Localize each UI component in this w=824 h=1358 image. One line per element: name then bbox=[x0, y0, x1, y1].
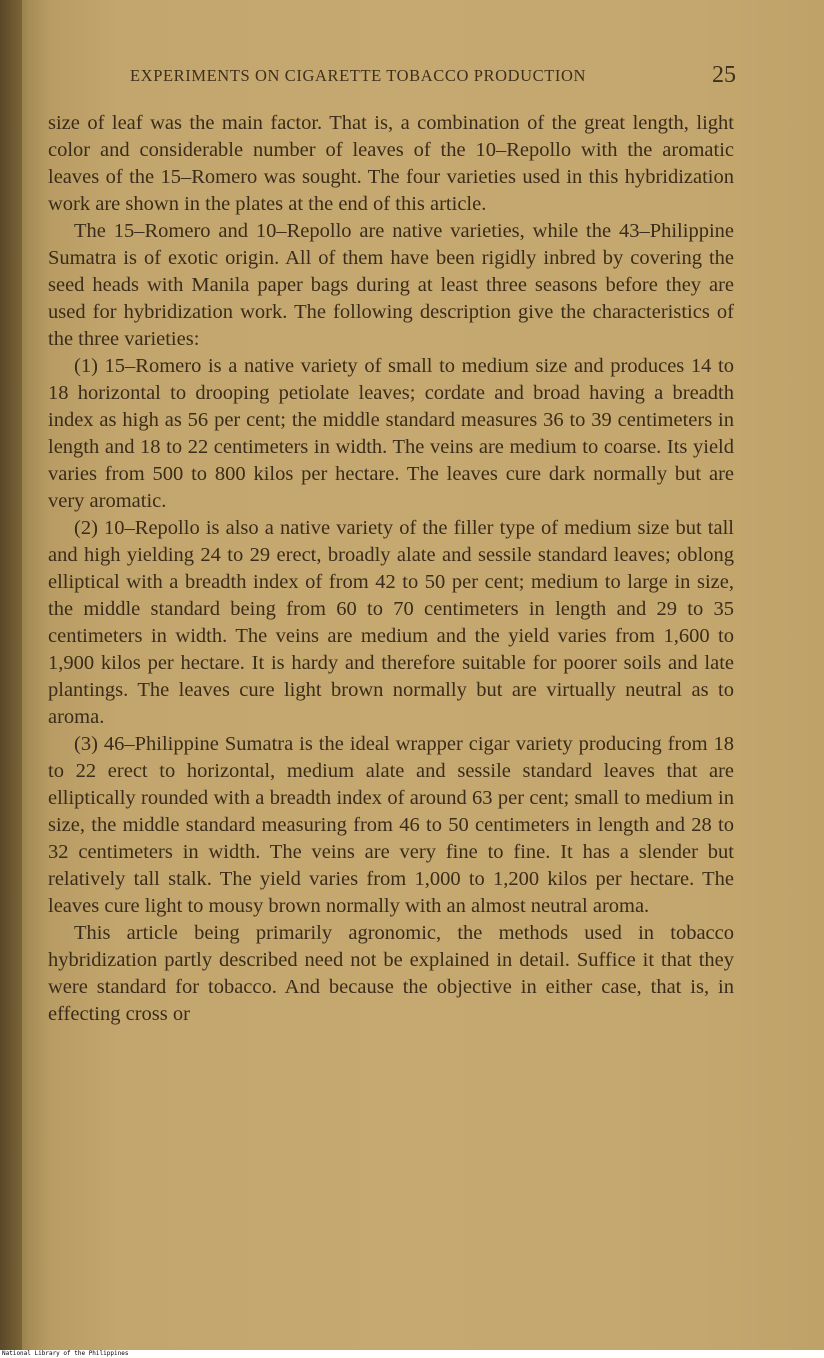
running-head: EXPERIMENTS ON CIGARETTE TOBACCO PRODUCTION bbox=[130, 66, 587, 85]
paragraph-repollo: (2) 10–Repollo is also a native variety of the filler type of medium size but tall and high yielding 24 to 29 erect, broadly alate and sessile standard leaves; oblong elliptical with a breadth index of from 42 to 50 per cent; medium to large in size, the middle standard being from 60 to 70 centimeters in length and 29 to 35 centimeters in width. The veins are medium and the yield varies from 1,600 to 1,900 kilos per hectare. It is hardy and therefore suitable for poorer soils and late plantings. The leaves cure light brown normally but are virtually neutral as to aroma. bbox=[48, 517, 734, 728]
page-binding-edge bbox=[0, 0, 22, 1350]
paragraph-continuation: size of leaf was the main factor. That is, a combination of the great length, light color and considerable number of leaves of the 10–Repollo with the aromatic leaves of the 15–Romero was sought. The four varieties used in this hybridization work are shown in the plates at the end of this article. bbox=[48, 112, 734, 215]
paragraph-methods: This article being primarily agronomic, the methods used in tobacco hybridization partly described need not be explained in detail. Suffice it that they were standard for tobacco. And because the objective in either case, that is, in effecting cross or bbox=[48, 922, 734, 1025]
library-credit: National Library of the Philippines bbox=[2, 1350, 129, 1357]
article-body bbox=[48, 110, 734, 1028]
page-header bbox=[130, 62, 736, 92]
paragraph-romero: (1) 15–Romero is a native variety of small to medium size and produces 14 to 18 horizontal to drooping petiolate leaves; cordate and broad having a breadth index as high as 56 per cent; the middle standard measures 36 to 39 centimeters in length and 18 to 22 centimeters in width. The veins are medium to coarse. Its yield varies from 500 to 800 kilos per hectare. The leaves cure dark normally but are very aromatic. bbox=[48, 355, 734, 512]
paragraph-varieties-intro: The 15–Romero and 10–Repollo are native varieties, while the 43–Philippine Sumatra is of exotic origin. All of them have been rigidly inbred by covering the seed heads with Manila paper bags during at least three seasons before they are used for hybridization work. The following description give the characteristics of the three varieties: bbox=[48, 220, 734, 350]
page-number: 25 bbox=[712, 62, 736, 88]
paragraph-sumatra: (3) 46–Philippine Sumatra is the ideal wrapper cigar variety producing from 18 to 22 erect to horizontal, medium alate and sessile standard leaves that are elliptically rounded with a breadth index of around 63 per cent; small to medium in size, the middle standard measuring from 46 to 50 centimeters in length and 28 to 32 centimeters in width. The veins are very fine to fine. It has a slender but relatively tall stalk. The yield varies from 1,000 to 1,200 kilos per hectare. The leaves cure light to mousy brown normally with an almost neutral aroma. bbox=[48, 733, 734, 917]
